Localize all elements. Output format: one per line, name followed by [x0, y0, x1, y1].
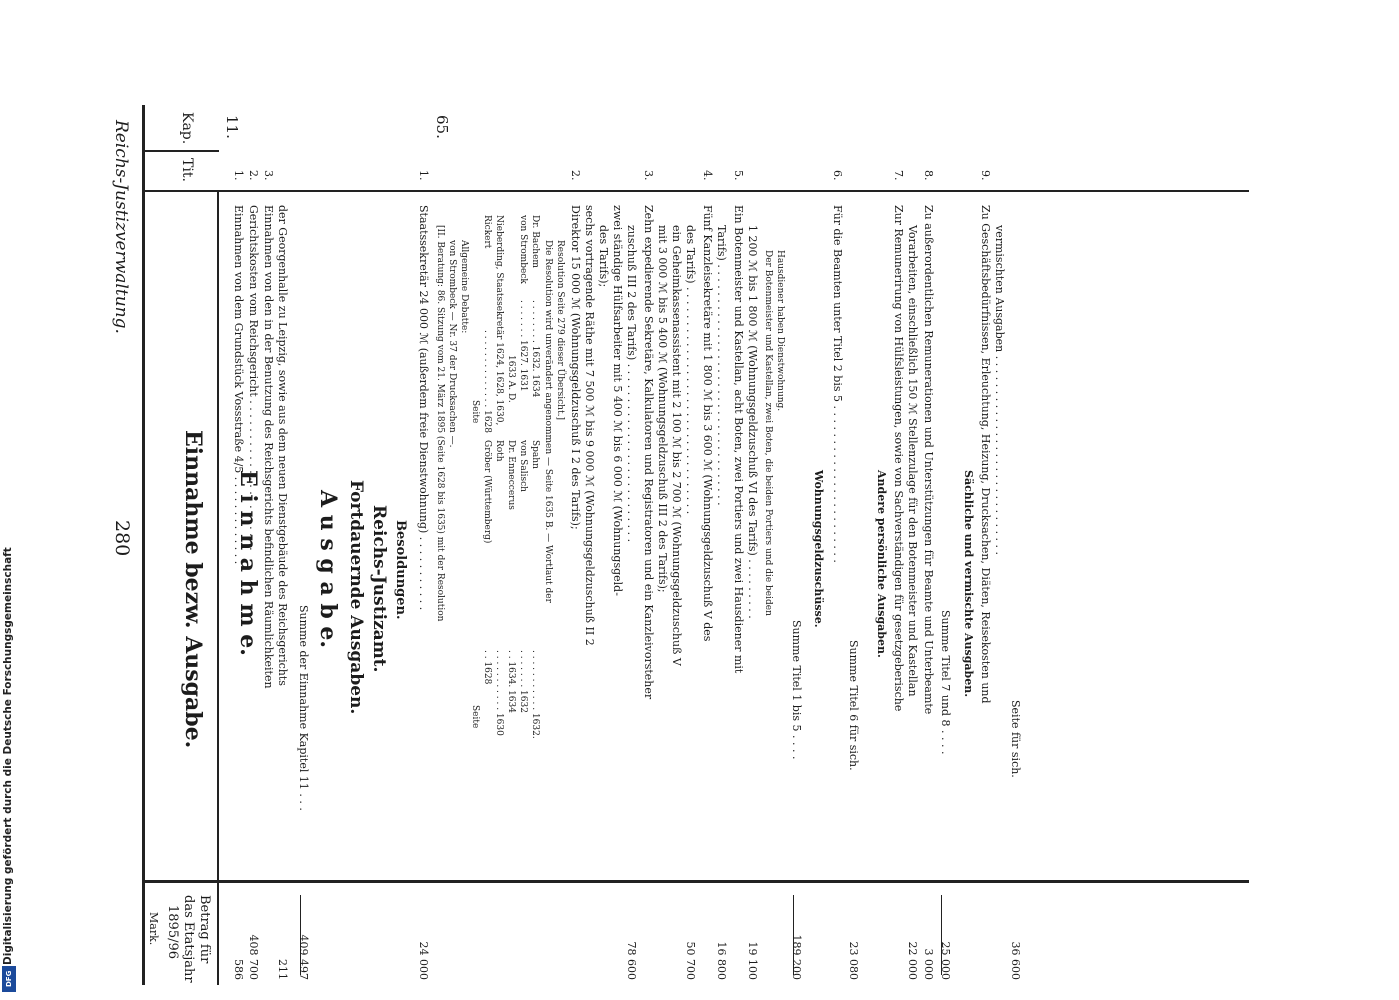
t8-tit: 8.	[922, 170, 935, 181]
speaker-right-2-pages: . . . . . . . . . . . 1630	[494, 650, 504, 736]
t5-line1: Ein Botenmeister und Kastellan, acht Boten, zwei Portiers und zwei Hausdiener mit	[732, 205, 745, 674]
einnahme-amount-3: 211	[276, 959, 289, 980]
ausgabe-heading: A u s g a b e.	[315, 490, 341, 649]
t9-line2: vermischten Ausgaben . . . . . . . . . . . . . . . . . . . . . . . . . . . . .	[993, 225, 1006, 556]
t3-line1: Zehn expedierende Sekretäre, Kalkulatoren und Registratoren und ein Kanzleivorsteher	[642, 205, 655, 700]
t8-line1: Zu außerordentlichen Remunerationen und Unterstützungen für Beamte und Unterbeamte	[922, 205, 935, 715]
t5-line2: 1 200 ℳ bis 1 800 ℳ (Wohnungsgeldzuschuß VI des Tarifs) . . . . . . . . .	[746, 225, 759, 619]
t3-line4: des Tarifs) . . . . . . . . . . . . . . . . . . . . . . . . . . . . . . . . .	[684, 225, 697, 515]
tit-col-rule	[143, 190, 1249, 192]
speaker-left-3-pages: 1633 A. D.	[506, 355, 516, 403]
t3-tit: 3.	[642, 170, 655, 181]
t6-sum-label: Summe Titel 6 für sich.	[847, 640, 860, 771]
t9-line1: Zu Geschäftsbedürfnissen, Erleuchtung, Heizung, Drucksachen, Diäten, Reisekosten und	[979, 205, 992, 704]
speaker-right-2: Roth	[494, 440, 504, 462]
t6-amount: 23 080	[847, 941, 860, 980]
t1-resolution1: Die Resolution wird unverändert angenommen — Seite 1635 B. — Wortlaut der	[543, 240, 553, 603]
main-header: Einnahme bezw. Ausgabe.	[180, 430, 206, 749]
speaker-right-1-pages: . . 1628	[482, 650, 492, 685]
speaker-right-5: Spahn	[530, 440, 540, 469]
wohnung-heading: Wohnungsgeldzuschüsse.	[812, 470, 825, 628]
amount-header-3: 1895/96	[165, 905, 180, 960]
einnahme-text-3: Einnahmen von den in der Benutzung des Reichsgerichts befindlichen Räumlichkeiten	[262, 205, 275, 689]
t1-note2: von Strombeck — Nr. 37 der Drucksachen —.	[447, 240, 457, 448]
t4-line2: Tarifs) . . . . . . . . . . . . . . . . . . . . . . . . . . . . . . . . . . .	[715, 225, 728, 506]
speaker-left-4-pages: . . . . . . . 1627. 1631	[518, 300, 528, 392]
einnahme-amount-2: 408 700	[247, 934, 260, 980]
t1-seite: Seite	[470, 400, 480, 424]
t1-note3: Allgemeine Debatte:	[459, 240, 469, 334]
t7-tit: 7.	[892, 170, 905, 181]
speaker-left-2: Nieberding, Staatssekretär 1624, 1628, 1630,	[494, 215, 504, 426]
einnahme-sum-amount: 409 497	[297, 934, 310, 980]
t2-tit: 2.	[569, 170, 582, 181]
t7-line2: Vorarbeiten, einschließlich 150 ℳ Stellenzulage für den Botenmeister und Kastellan	[906, 225, 919, 697]
t5-line3: Der Botenmeister und Kastellan, zwei Boten, die beiden Portiers und die beiden	[763, 250, 773, 616]
credit-text: Digitalisierung gefördert durch die Deutsche Forschungsgemeinschaft	[2, 547, 14, 965]
t1-note1: [II. Beratung: 86. Sitzung vom 21. März 1895 (Seite 1628 bis 1635) mit der Resolution	[435, 225, 445, 622]
speaker-left-1-pages: . . . . . . . . . . . . . . 1628	[482, 330, 492, 434]
t1-tit: 1.	[417, 170, 430, 181]
einnahme-text-3b: der Georgenhalle zu Leipzig, sowie aus dem neuen Dienstgebäude des Reichsgerichts	[276, 205, 289, 686]
speaker-right-4-pages: . . . . . . . 1632	[518, 650, 528, 713]
t2-line4: zwei ständige Hülfsarbeiter mit 5 400 ℳ bis 6 000 ℳ (Wohnungsgeld-	[611, 205, 624, 596]
t7-amount: 22 000	[906, 941, 919, 980]
speaker-right-1: Gröber (Württemberg)	[482, 440, 492, 544]
t8-amount: 3 000	[922, 948, 935, 980]
speaker-right-5-pages: . . . . . . . . . . . 1632.	[530, 650, 540, 739]
t4-amount: 16 800	[715, 941, 728, 980]
t9-tit: 9.	[979, 170, 992, 181]
sum-7-8-amount: 25 000	[939, 941, 952, 980]
page-number: 280	[111, 520, 133, 557]
t6-tit: 6.	[831, 170, 844, 181]
kapitel-65: 65.	[433, 115, 451, 139]
t3-line3: ein Geheimkassenassistent mit 2 100 ℳ bis 2 700 ℳ (Wohnungsgeldzuschuß V	[670, 225, 683, 666]
andere-heading: Andere persönliche Ausgaben.	[875, 470, 888, 658]
t5-line4: Hausdiener haben Dienstwohnung.	[775, 250, 785, 412]
t2-line2: sechs vortragende Räthe mit 7 500 ℳ bis 9 000 ℳ (Wohnungsgeldzuschuß II 2	[583, 205, 596, 646]
t1-line1: Staatssekretär 24 000 ℳ (außerdem freie Dienstwohnung) . . . . . . . . . . .	[417, 205, 430, 611]
amount-header-2: das Etatsjahr	[181, 895, 196, 983]
t2-line5: zuschuß III 2 des Tarifs) . . . . . . . . . . . . . . . . . . . . . . . . . .	[625, 225, 638, 543]
ausgabe-sub1: Fortdauernde Ausgaben.	[346, 480, 366, 715]
kap-header: Kap.	[179, 112, 195, 145]
ausgabe-sub3: Besoldungen.	[393, 520, 408, 620]
running-head-left: Reichs-Justizverwaltung.	[111, 120, 131, 334]
einnahme-tit-1: 1.	[232, 170, 245, 181]
saechliche-heading: Sächliche und vermischte Ausgaben.	[962, 470, 975, 698]
sum-7-8-label: Summe Titel 7 und 8 . . . .	[939, 610, 952, 755]
kap-col-rule	[143, 150, 219, 152]
speaker-left-4: von Strombeck	[518, 215, 528, 284]
t1-resolution2: Resolution Seite 279 dieser Übersicht.]	[555, 240, 565, 420]
tit-header: Tit.	[179, 158, 195, 182]
einnahme-sum-label: Summe der Einnahme Kapitel 11 . . .	[297, 605, 310, 811]
t1-seite-2: Seite	[470, 705, 480, 729]
einnahme-tit-2: 2.	[247, 170, 260, 181]
t2-line1: Direktor 15 000 ℳ (Wohnungsgeldzuschuß I 2 des Tarifs);	[569, 205, 582, 530]
kapitel-11: 11.	[223, 115, 241, 139]
einnahme-tit-3: 3.	[262, 170, 275, 181]
t2-amount: 78 600	[625, 941, 638, 980]
t4-tit: 4.	[701, 170, 714, 181]
header-top-rule	[142, 105, 145, 985]
dfg-logo: DFG	[2, 966, 16, 992]
speaker-right-3-pages: . . 1634. 1634	[506, 650, 516, 713]
sum-1-5-amount: 189 200	[790, 934, 803, 980]
speaker-left-5: Dr. Bachem	[530, 215, 540, 268]
ausgabe-sub2: Reichs-Justizamt.	[369, 505, 389, 673]
einnahme-amount-1: 586	[232, 959, 245, 980]
t4-line1: Fünf Kanzleisekretäre mit 1 800 ℳ bis 3 600 ℳ (Wohnungsgeldzuschuß V des	[701, 205, 714, 642]
t1-amount: 24 000	[417, 941, 430, 980]
einnahme-heading: E i n n a h m e.	[235, 470, 261, 656]
t5-tit: 5.	[732, 170, 745, 181]
t3-line2: mit 3 000 ℳ bis 5 400 ℳ (Wohnungsgeldzuschuß III 2 des Tarifs);	[656, 225, 669, 593]
amount-header-1: Betrag für	[197, 895, 212, 964]
t6-line1: Für die Beamten unter Titel 2 bis 5 . . . . . . . . . . . . . . . . . . . . . . .	[831, 205, 844, 563]
speaker-right-4: von Salisch	[518, 440, 528, 492]
amount-unit: Mark.	[147, 912, 160, 946]
header-bottom-rule	[217, 190, 219, 985]
speaker-left-5-pages: . . . . . . . . 1632. 1634	[530, 300, 540, 398]
sum-1-5-label: Summe Titel 1 bis 5 . . . .	[790, 620, 803, 760]
t7-line1: Zur Remunerirung von Hülfsleistungen, sowie von Sachverständigen für gesetzgeberische	[892, 205, 905, 712]
t2-line3: des Tarifs);	[597, 225, 610, 288]
t9-amount: 36 600	[1009, 941, 1022, 980]
einnahme-text-1: Einnahmen von dem Grundstück Vossstraße 4/5 . . . . . . . . . . . . .	[232, 205, 245, 565]
speaker-right-3: Dr. Enneccerus	[506, 440, 516, 510]
t5-amount: 19 100	[746, 941, 759, 980]
einnahme-text-2: Gerichtskosten vom Reichsgericht . . . . . . . . . . . . . . . . . . . . . .	[247, 205, 260, 551]
t3-amount: 50 700	[684, 941, 697, 980]
speaker-left-1: Rickert	[482, 215, 492, 249]
t9-sum-label: Seite für sich.	[1009, 700, 1022, 778]
amount-col-rule	[143, 880, 1249, 883]
